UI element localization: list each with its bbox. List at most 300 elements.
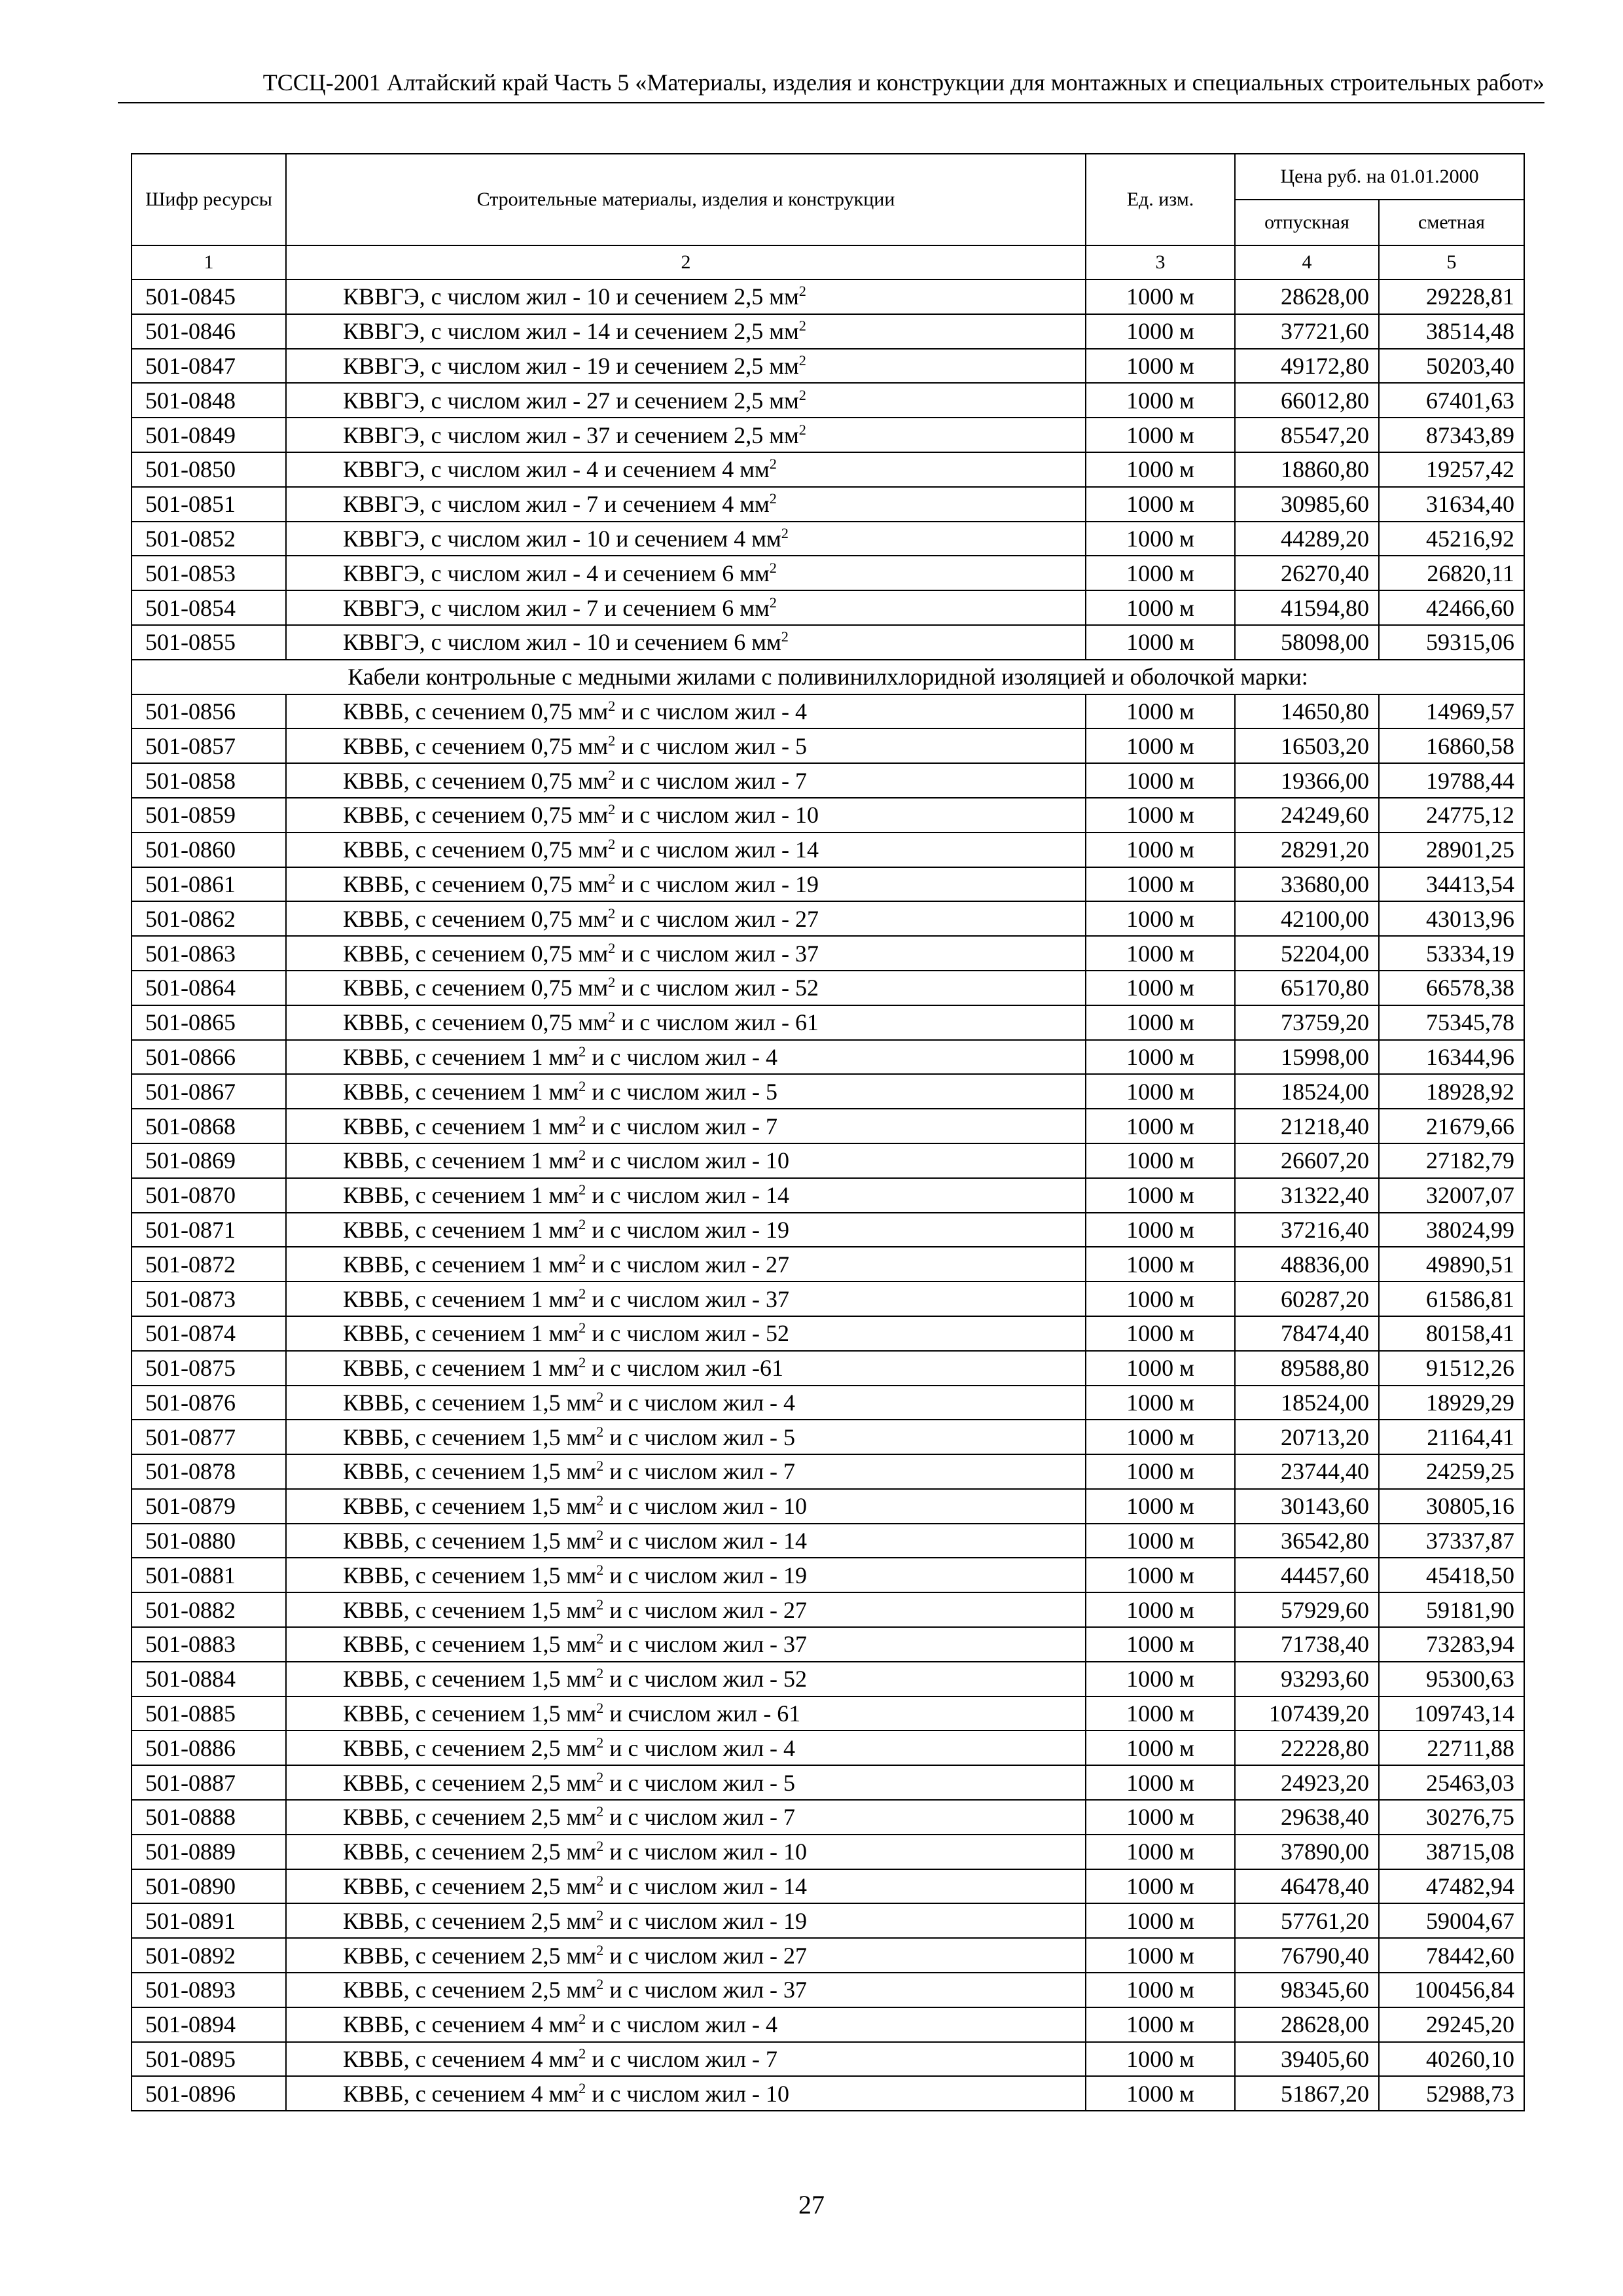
superscript-two: 2: [798, 421, 806, 438]
cell-name: КВВГЭ, с числом жил - 4 и сечением 6 $мм^2$: [286, 556, 1086, 590]
cell-name: КВВБ, с сечением 2,5 $мм^2$ и с числом жил - 19: [286, 1903, 1086, 1938]
cell-unit: 1000 м: [1086, 1143, 1235, 1178]
cell-unit: 1000 м: [1086, 867, 1235, 902]
cell-unit: 1000 м: [1086, 1938, 1235, 1973]
table-row: [132, 590, 1524, 625]
table-row: [132, 901, 1524, 936]
table-row: [132, 1143, 1524, 1178]
superscript-two: 2: [579, 2045, 586, 2062]
cell-code: 501-0846: [132, 314, 286, 349]
cell-price-estimate: 30276,75: [1379, 1800, 1524, 1835]
cell-price-release: 18524,00: [1235, 1074, 1379, 1109]
cell-unit: 1000 м: [1086, 1869, 1235, 1904]
cell-code: 501-0872: [132, 1247, 286, 1282]
cell-name: КВВБ, с сечением 0,75 $мм^2$ и с числом жил - 10: [286, 798, 1086, 833]
superscript-two: 2: [769, 594, 777, 611]
superscript-two: 2: [579, 1319, 586, 1336]
cell-price-estimate: 14969,57: [1379, 694, 1524, 729]
cell-code: 501-0858: [132, 763, 286, 798]
cell-name: КВВБ, с сечением 1,5 $мм^2$ и с числом жил - 19: [286, 1558, 1086, 1592]
table-row: [132, 1765, 1524, 1800]
cell-price-estimate: 26820,11: [1379, 556, 1524, 590]
superscript-two: 2: [781, 628, 789, 645]
table-row: [132, 1869, 1524, 1904]
cell-price-release: 44289,20: [1235, 522, 1379, 556]
superscript-two: 2: [608, 974, 616, 991]
cell-code: 501-0845: [132, 279, 286, 314]
superscript-two: 2: [596, 1907, 604, 1924]
cell-price-release: 98345,60: [1235, 1973, 1379, 2007]
superscript-two: 2: [596, 1423, 604, 1440]
table-row: [132, 1005, 1524, 1040]
table-row: [132, 2042, 1524, 2077]
table-header: [132, 154, 1524, 279]
cell-price-estimate: 27182,79: [1379, 1143, 1524, 1178]
cell-name: КВВБ, с сечением 0,75 $мм^2$ и с числом жил - 61: [286, 1005, 1086, 1040]
cell-price-estimate: 61586,81: [1379, 1282, 1524, 1316]
cell-name: КВВГЭ, с числом жил - 37 и сечением 2,5 $мм^2$: [286, 418, 1086, 452]
cell-unit: 1000 м: [1086, 763, 1235, 798]
cell-unit: 1000 м: [1086, 1420, 1235, 1454]
cell-price-release: 41594,80: [1235, 590, 1379, 625]
cell-price-release: 42100,00: [1235, 901, 1379, 936]
cell-name: КВВБ, с сечением 1 $мм^2$ и с числом жил - 37: [286, 1282, 1086, 1316]
table-row: [132, 1489, 1524, 1524]
cell-unit: 1000 м: [1086, 1489, 1235, 1524]
cell-unit: 1000 м: [1086, 487, 1235, 522]
superscript-two: 2: [579, 1354, 586, 1371]
cell-price-estimate: 24259,25: [1379, 1454, 1524, 1489]
superscript-two: 2: [769, 559, 777, 576]
cell-code: 501-0893: [132, 1973, 286, 2007]
table-row: [132, 1074, 1524, 1109]
superscript-two: 2: [579, 1147, 586, 1164]
cell-name: КВВБ, с сечением 1,5 $мм^2$ и счислом жил - 61: [286, 1696, 1086, 1731]
cell-code: 501-0853: [132, 556, 286, 590]
superscript-two: 2: [798, 351, 806, 368]
cell-price-estimate: 38024,99: [1379, 1213, 1524, 1247]
cell-price-estimate: 22711,88: [1379, 1731, 1524, 1765]
cell-unit: 1000 м: [1086, 1731, 1235, 1765]
cell-code: 501-0850: [132, 452, 286, 487]
cell-price-release: 28628,00: [1235, 279, 1379, 314]
cell-name: КВВБ, с сечением 0,75 $мм^2$ и с числом жил - 4: [286, 694, 1086, 729]
cell-unit: 1000 м: [1086, 1627, 1235, 1662]
cell-unit: 1000 м: [1086, 1800, 1235, 1835]
cell-price-release: 89588,80: [1235, 1351, 1379, 1386]
cell-code: 501-0860: [132, 833, 286, 867]
table-row: [132, 1662, 1524, 1696]
superscript-two: 2: [579, 1181, 586, 1198]
superscript-two: 2: [579, 2011, 586, 2028]
cell-price-release: 66012,80: [1235, 383, 1379, 418]
table-row: [132, 1040, 1524, 1075]
cell-price-estimate: 21679,66: [1379, 1109, 1524, 1143]
superscript-two: 2: [596, 1700, 604, 1717]
cell-code: 501-0883: [132, 1627, 286, 1662]
cell-price-estimate: 45418,50: [1379, 1558, 1524, 1592]
section-row: [132, 660, 1524, 694]
cell-price-estimate: 45216,92: [1379, 522, 1524, 556]
cell-code: 501-0857: [132, 728, 286, 763]
cell-code: 501-0876: [132, 1386, 286, 1420]
superscript-two: 2: [596, 1941, 604, 1958]
cell-price-release: 51867,20: [1235, 2076, 1379, 2111]
cell-code: 501-0875: [132, 1351, 286, 1386]
cell-price-estimate: 59315,06: [1379, 625, 1524, 660]
superscript-two: 2: [608, 836, 616, 853]
cell-code: 501-0867: [132, 1074, 286, 1109]
cell-unit: 1000 м: [1086, 383, 1235, 418]
table-row: [132, 1731, 1524, 1765]
cell-price-release: 48836,00: [1235, 1247, 1379, 1282]
superscript-two: 2: [596, 1630, 604, 1647]
table-row: [132, 1592, 1524, 1627]
cell-name: КВВБ, с сечением 4 $мм^2$ и с числом жил - 4: [286, 2007, 1086, 2042]
superscript-two: 2: [608, 870, 616, 887]
cell-price-estimate: 52988,73: [1379, 2076, 1524, 2111]
table-row: [132, 1316, 1524, 1351]
table-row: [132, 2076, 1524, 2111]
cell-name: КВВБ, с сечением 1,5 $мм^2$ и с числом жил - 52: [286, 1662, 1086, 1696]
table-row: [132, 418, 1524, 452]
superscript-two: 2: [596, 1976, 604, 1993]
cell-price-release: 73759,20: [1235, 1005, 1379, 1040]
cell-unit: 1000 м: [1086, 349, 1235, 384]
cell-price-estimate: 34413,54: [1379, 867, 1524, 902]
cell-unit: 1000 м: [1086, 625, 1235, 660]
cell-price-release: 65170,80: [1235, 971, 1379, 1005]
table-row: [132, 1420, 1524, 1454]
cell-unit: 1000 м: [1086, 2042, 1235, 2077]
cell-price-release: 28628,00: [1235, 2007, 1379, 2042]
cell-price-release: 31322,40: [1235, 1178, 1379, 1213]
cell-code: 501-0881: [132, 1558, 286, 1592]
cell-name: КВВБ, с сечением 1,5 $мм^2$ и с числом жил - 14: [286, 1524, 1086, 1558]
cell-name: КВВБ, с сечением 1,5 $мм^2$ и с числом жил - 5: [286, 1420, 1086, 1454]
column-number: 5: [1379, 245, 1524, 279]
cell-price-estimate: 50203,40: [1379, 349, 1524, 384]
cell-price-release: 37216,40: [1235, 1213, 1379, 1247]
cell-code: 501-0863: [132, 936, 286, 971]
cell-unit: 1000 м: [1086, 2076, 1235, 2111]
cell-unit: 1000 м: [1086, 1282, 1235, 1316]
price-table: [131, 153, 1525, 2111]
cell-price-release: 14650,80: [1235, 694, 1379, 729]
superscript-two: 2: [596, 1388, 604, 1405]
cell-unit: 1000 м: [1086, 1386, 1235, 1420]
table-row: [132, 1386, 1524, 1420]
cell-name: КВВБ, с сечением 1 $мм^2$ и с числом жил - 7: [286, 1109, 1086, 1143]
cell-name: КВВБ, с сечением 1 $мм^2$ и с числом жил - 19: [286, 1213, 1086, 1247]
cell-price-estimate: 75345,78: [1379, 1005, 1524, 1040]
cell-price-release: 44457,60: [1235, 1558, 1379, 1592]
cell-code: 501-0856: [132, 694, 286, 729]
cell-price-estimate: 32007,07: [1379, 1178, 1524, 1213]
cell-name: КВВБ, с сечением 1 $мм^2$ и с числом жил -61: [286, 1351, 1086, 1386]
cell-price-release: 28291,20: [1235, 833, 1379, 867]
cell-name: КВВБ, с сечением 0,75 $мм^2$ и с числом жил - 14: [286, 833, 1086, 867]
cell-unit: 1000 м: [1086, 694, 1235, 729]
cell-code: 501-0855: [132, 625, 286, 660]
cell-price-estimate: 29245,20: [1379, 2007, 1524, 2042]
superscript-two: 2: [596, 1561, 604, 1578]
column-number: 2: [286, 245, 1086, 279]
superscript-two: 2: [579, 1043, 586, 1060]
cell-price-release: 30143,60: [1235, 1489, 1379, 1524]
cell-price-estimate: 53334,19: [1379, 936, 1524, 971]
cell-code: 501-0889: [132, 1835, 286, 1869]
superscript-two: 2: [769, 490, 777, 507]
column-header-code: Шифр ресурсы: [132, 154, 286, 245]
cell-name: КВВБ, с сечением 1,5 $мм^2$ и с числом жил - 7: [286, 1454, 1086, 1489]
superscript-two: 2: [579, 1250, 586, 1267]
cell-price-release: 18524,00: [1235, 1386, 1379, 1420]
cell-unit: 1000 м: [1086, 1040, 1235, 1075]
table-row: [132, 798, 1524, 833]
page-header-title: ТССЦ-2001 Алтайский край Часть 5 «Материалы, изделия и конструкции для монтажных и специальных строительных работ»: [118, 65, 1544, 103]
superscript-two: 2: [608, 939, 616, 956]
table-row: [132, 971, 1524, 1005]
cell-price-estimate: 30805,16: [1379, 1489, 1524, 1524]
table-row: [132, 625, 1524, 660]
cell-price-release: 37890,00: [1235, 1835, 1379, 1869]
section-title: Кабели контрольные с медными жилами с поливинилхлоридной изоляцией и оболочкой марки:: [132, 660, 1524, 694]
table-row: [132, 1835, 1524, 1869]
superscript-two: 2: [579, 1215, 586, 1232]
table-row: [132, 522, 1524, 556]
cell-price-release: 22228,80: [1235, 1731, 1379, 1765]
cell-price-estimate: 91512,26: [1379, 1351, 1524, 1386]
cell-code: 501-0861: [132, 867, 286, 902]
cell-price-release: 26270,40: [1235, 556, 1379, 590]
superscript-two: 2: [596, 1527, 604, 1544]
cell-price-release: 57761,20: [1235, 1903, 1379, 1938]
cell-unit: 1000 м: [1086, 936, 1235, 971]
cell-price-release: 23744,40: [1235, 1454, 1379, 1489]
table-row: [132, 1109, 1524, 1143]
cell-price-estimate: 42466,60: [1379, 590, 1524, 625]
superscript-two: 2: [596, 1803, 604, 1820]
superscript-two: 2: [579, 1077, 586, 1094]
cell-price-estimate: 28901,25: [1379, 833, 1524, 867]
cell-price-estimate: 18929,29: [1379, 1386, 1524, 1420]
table-row: [132, 1524, 1524, 1558]
cell-unit: 1000 м: [1086, 1558, 1235, 1592]
cell-name: КВВГЭ, с числом жил - 10 и сечением 4 $мм^2$: [286, 522, 1086, 556]
superscript-two: 2: [608, 697, 616, 714]
table-row: [132, 279, 1524, 314]
cell-code: 501-0859: [132, 798, 286, 833]
cell-price-estimate: 67401,63: [1379, 383, 1524, 418]
cell-price-estimate: 38715,08: [1379, 1835, 1524, 1869]
cell-price-release: 71738,40: [1235, 1627, 1379, 1662]
cell-price-estimate: 78442,60: [1379, 1938, 1524, 1973]
cell-price-release: 24923,20: [1235, 1765, 1379, 1800]
cell-unit: 1000 м: [1086, 1178, 1235, 1213]
cell-price-estimate: 19788,44: [1379, 763, 1524, 798]
superscript-two: 2: [798, 283, 806, 300]
cell-code: 501-0885: [132, 1696, 286, 1731]
cell-price-release: 85547,20: [1235, 418, 1379, 452]
superscript-two: 2: [798, 386, 806, 403]
cell-unit: 1000 м: [1086, 1213, 1235, 1247]
table-row: [132, 452, 1524, 487]
cell-code: 501-0873: [132, 1282, 286, 1316]
cell-price-estimate: 95300,63: [1379, 1662, 1524, 1696]
superscript-two: 2: [579, 1112, 586, 1129]
cell-price-estimate: 31634,40: [1379, 487, 1524, 522]
cell-name: КВВБ, с сечением 2,5 $мм^2$ и с числом жил - 7: [286, 1800, 1086, 1835]
cell-price-estimate: 47482,94: [1379, 1869, 1524, 1904]
cell-unit: 1000 м: [1086, 971, 1235, 1005]
cell-code: 501-0880: [132, 1524, 286, 1558]
superscript-two: 2: [596, 1838, 604, 1855]
cell-price-release: 21218,40: [1235, 1109, 1379, 1143]
cell-unit: 1000 м: [1086, 901, 1235, 936]
cell-price-estimate: 59181,90: [1379, 1592, 1524, 1627]
cell-code: 501-0871: [132, 1213, 286, 1247]
superscript-two: 2: [596, 1873, 604, 1890]
cell-price-estimate: 29228,81: [1379, 279, 1524, 314]
cell-code: 501-0884: [132, 1662, 286, 1696]
column-header-price-release: отпускная: [1235, 200, 1379, 245]
table-body: [132, 279, 1524, 2111]
cell-price-estimate: 24775,12: [1379, 798, 1524, 833]
cell-unit: 1000 м: [1086, 1524, 1235, 1558]
cell-code: 501-0877: [132, 1420, 286, 1454]
cell-unit: 1000 м: [1086, 1696, 1235, 1731]
superscript-two: 2: [769, 456, 777, 473]
superscript-two: 2: [596, 1596, 604, 1613]
cell-price-release: 76790,40: [1235, 1938, 1379, 1973]
cell-name: КВВБ, с сечением 1,5 $мм^2$ и с числом жил - 4: [286, 1386, 1086, 1420]
column-header-name: Строительные материалы, изделия и конструкции: [286, 154, 1086, 245]
table-row: [132, 728, 1524, 763]
cell-code: 501-0890: [132, 1869, 286, 1904]
cell-name: КВВБ, с сечением 1 $мм^2$ и с числом жил - 5: [286, 1074, 1086, 1109]
table-row: [132, 763, 1524, 798]
cell-name: КВВБ, с сечением 1,5 $мм^2$ и с числом жил - 27: [286, 1592, 1086, 1627]
table-row: [132, 2007, 1524, 2042]
cell-price-estimate: 43013,96: [1379, 901, 1524, 936]
cell-unit: 1000 м: [1086, 1973, 1235, 2007]
cell-name: КВВГЭ, с числом жил - 7 и сечением 6 $мм^2$: [286, 590, 1086, 625]
cell-price-release: 78474,40: [1235, 1316, 1379, 1351]
cell-price-release: 52204,00: [1235, 936, 1379, 971]
table-row: [132, 833, 1524, 867]
cell-code: 501-0854: [132, 590, 286, 625]
cell-name: КВВГЭ, с числом жил - 7 и сечением 4 $мм^2$: [286, 487, 1086, 522]
cell-name: КВВБ, с сечением 2,5 $мм^2$ и с числом жил - 37: [286, 1973, 1086, 2007]
cell-name: КВВБ, с сечением 0,75 $мм^2$ и с числом жил - 37: [286, 936, 1086, 971]
cell-code: 501-0849: [132, 418, 286, 452]
cell-name: КВВБ, с сечением 1 $мм^2$ и с числом жил - 14: [286, 1178, 1086, 1213]
table-row: [132, 1800, 1524, 1835]
cell-price-estimate: 38514,48: [1379, 314, 1524, 349]
cell-price-estimate: 49890,51: [1379, 1247, 1524, 1282]
cell-name: КВВБ, с сечением 1 $мм^2$ и с числом жил - 27: [286, 1247, 1086, 1282]
cell-price-estimate: 100456,84: [1379, 1973, 1524, 2007]
cell-price-release: 18860,80: [1235, 452, 1379, 487]
superscript-two: 2: [596, 1734, 604, 1751]
cell-price-release: 49172,80: [1235, 349, 1379, 384]
table-row: [132, 1696, 1524, 1731]
cell-unit: 1000 м: [1086, 1247, 1235, 1282]
cell-unit: 1000 м: [1086, 1592, 1235, 1627]
cell-unit: 1000 м: [1086, 1835, 1235, 1869]
superscript-two: 2: [579, 2079, 586, 2096]
table-row: [132, 1938, 1524, 1973]
table-row: [132, 867, 1524, 902]
cell-price-release: 24249,60: [1235, 798, 1379, 833]
cell-price-estimate: 66578,38: [1379, 971, 1524, 1005]
table-row: [132, 1627, 1524, 1662]
cell-price-estimate: 37337,87: [1379, 1524, 1524, 1558]
cell-unit: 1000 м: [1086, 833, 1235, 867]
cell-price-estimate: 80158,41: [1379, 1316, 1524, 1351]
cell-price-estimate: 16860,58: [1379, 728, 1524, 763]
cell-price-estimate: 18928,92: [1379, 1074, 1524, 1109]
table-row: [132, 1351, 1524, 1386]
cell-price-release: 46478,40: [1235, 1869, 1379, 1904]
cell-unit: 1000 м: [1086, 1005, 1235, 1040]
cell-name: КВВБ, с сечением 2,5 $мм^2$ и с числом жил - 5: [286, 1765, 1086, 1800]
cell-name: КВВБ, с сечением 2,5 $мм^2$ и с числом жил - 27: [286, 1938, 1086, 1973]
cell-unit: 1000 м: [1086, 1074, 1235, 1109]
cell-code: 501-0887: [132, 1765, 286, 1800]
table-row: [132, 383, 1524, 418]
cell-name: КВВБ, с сечением 1,5 $мм^2$ и с числом жил - 37: [286, 1627, 1086, 1662]
cell-name: КВВБ, с сечением 0,75 $мм^2$ и с числом жил - 5: [286, 728, 1086, 763]
cell-name: КВВБ, с сечением 2,5 $мм^2$ и с числом жил - 4: [286, 1731, 1086, 1765]
cell-price-release: 33680,00: [1235, 867, 1379, 902]
cell-name: КВВГЭ, с числом жил - 4 и сечением 4 $мм^2$: [286, 452, 1086, 487]
table-row: [132, 556, 1524, 590]
cell-name: КВВБ, с сечением 0,75 $мм^2$ и с числом жил - 19: [286, 867, 1086, 902]
cell-code: 501-0852: [132, 522, 286, 556]
cell-price-estimate: 16344,96: [1379, 1040, 1524, 1075]
cell-name: КВВБ, с сечением 0,75 $мм^2$ и с числом жил - 27: [286, 901, 1086, 936]
cell-code: 501-0869: [132, 1143, 286, 1178]
cell-code: 501-0892: [132, 1938, 286, 1973]
cell-unit: 1000 м: [1086, 1662, 1235, 1696]
table-row: [132, 694, 1524, 729]
column-header-price-estimate: сметная: [1379, 200, 1524, 245]
cell-code: 501-0847: [132, 349, 286, 384]
cell-price-estimate: 73283,94: [1379, 1627, 1524, 1662]
cell-code: 501-0894: [132, 2007, 286, 2042]
column-number: 3: [1086, 245, 1235, 279]
cell-name: КВВБ, с сечением 2,5 $мм^2$ и с числом жил - 14: [286, 1869, 1086, 1904]
cell-unit: 1000 м: [1086, 1316, 1235, 1351]
cell-price-release: 107439,20: [1235, 1696, 1379, 1731]
cell-code: 501-0878: [132, 1454, 286, 1489]
table-row: [132, 1558, 1524, 1592]
cell-code: 501-0866: [132, 1040, 286, 1075]
cell-code: 501-0870: [132, 1178, 286, 1213]
cell-price-estimate: 19257,42: [1379, 452, 1524, 487]
superscript-two: 2: [781, 524, 789, 541]
cell-name: КВВБ, с сечением 4 $мм^2$ и с числом жил - 7: [286, 2042, 1086, 2077]
cell-unit: 1000 м: [1086, 314, 1235, 349]
column-number: 1: [132, 245, 286, 279]
table-row: [132, 1247, 1524, 1282]
cell-name: КВВБ, с сечением 1 $мм^2$ и с числом жил - 52: [286, 1316, 1086, 1351]
cell-code: 501-0886: [132, 1731, 286, 1765]
cell-unit: 1000 м: [1086, 418, 1235, 452]
cell-unit: 1000 м: [1086, 728, 1235, 763]
